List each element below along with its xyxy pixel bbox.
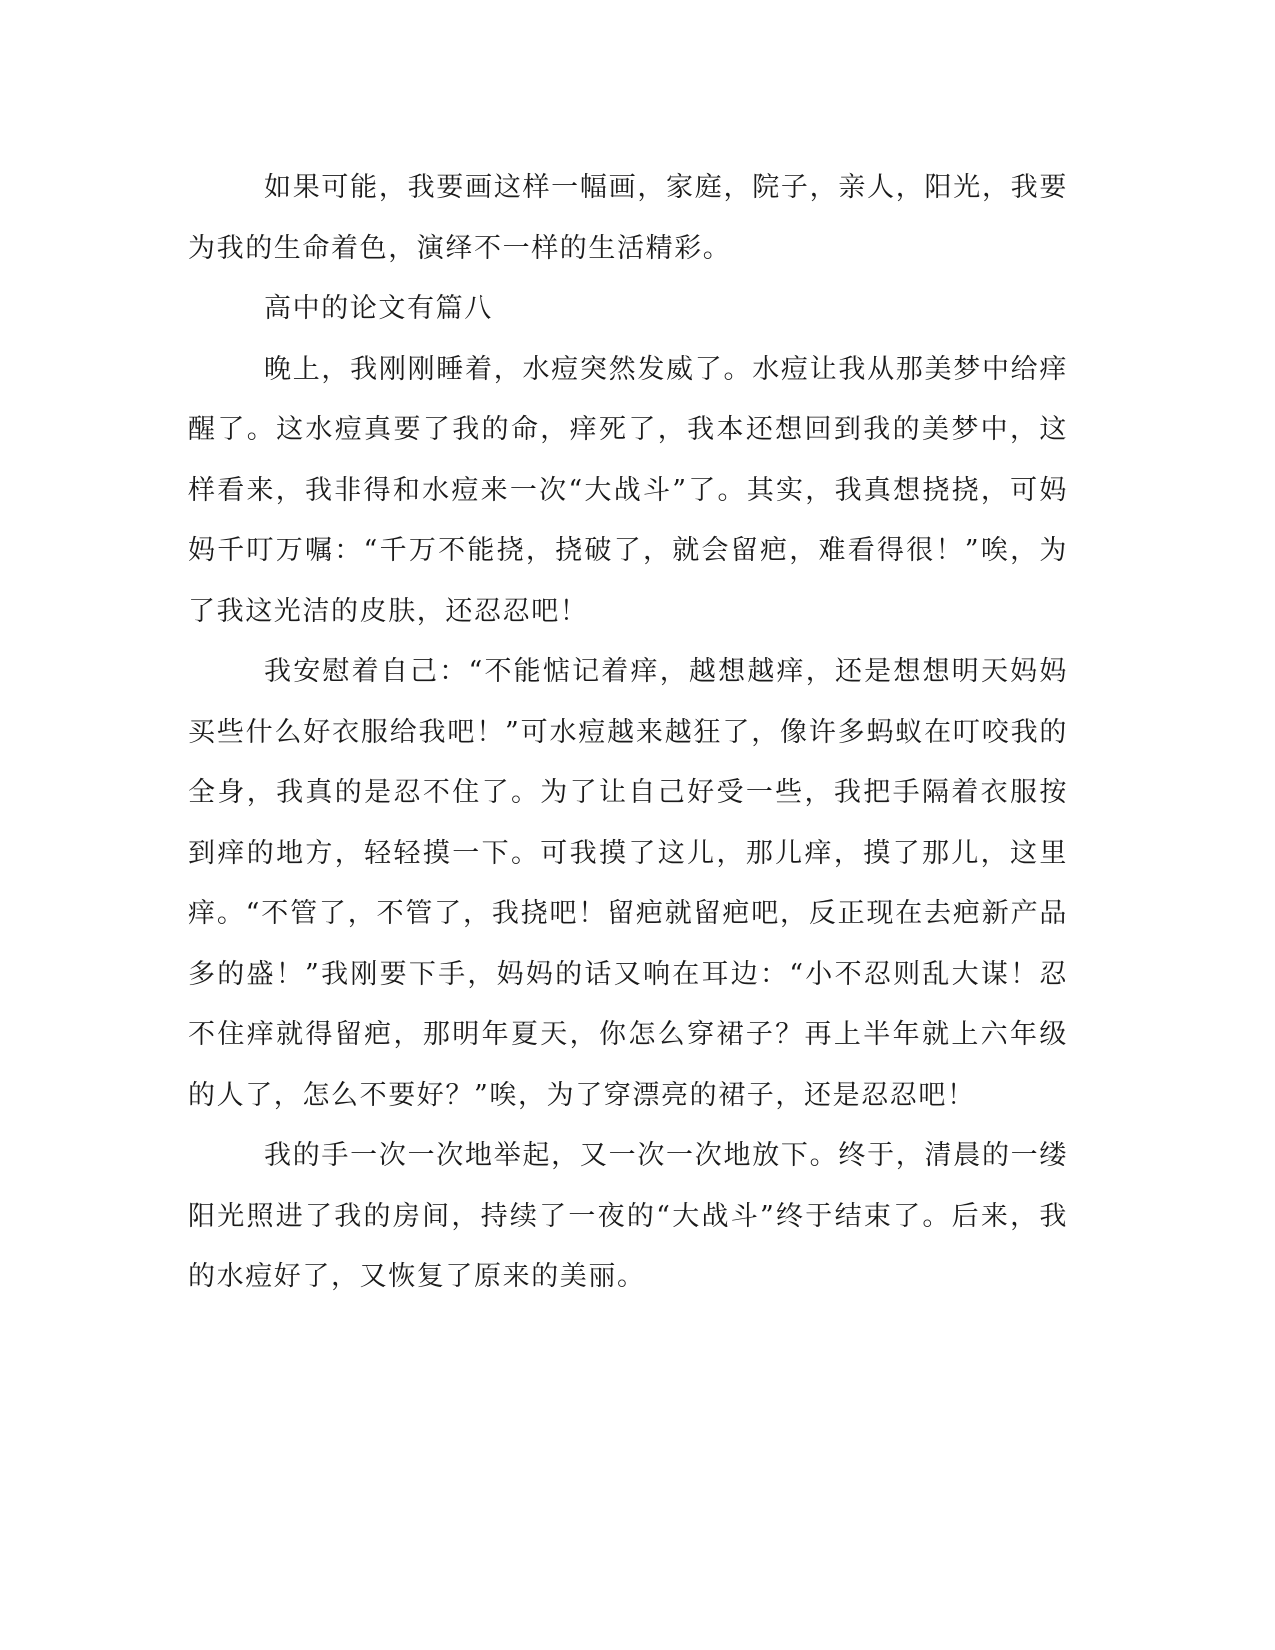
paragraph-night-itch: 晚上，我刚刚睡着，水痘突然发威了。水痘让我从那美梦中给痒醒了。这水痘真要了我的命，痒死了，我本还想回到我的美梦中，这样看来，我非得和水痘来一次“大战斗”了。其实，我真想挠挠，可妈妈千叮万嘱：“千万不能挠，挠破了，就会留疤，难看得很！”唉，为了我这光洁的皮肤，还忍忍吧！ [188,353,1068,627]
section-heading: 高中的论文有篇八 [264,293,493,324]
document-body [188,158,1068,1308]
paragraph-self-comfort: 我安慰着自己：“不能惦记着痒，越想越痒，还是想想明天妈妈买些什么好衣服给我吧！”可水痘越来越狂了，像许多蚂蚁在叮咬我的全身，我真的是忍不住了。为了让自己好受一些，我把手隔着衣服按到痒的地方，轻轻摸一下。可我摸了这儿，那儿痒，摸了那儿，这里痒。“不管了，不管了，我挠吧！留疤就留疤吧，反正现在去疤新产品多的盛！”我刚要下手，妈妈的话又响在耳边：“小不忍则乱大谋！忍不住痒就得留疤，那明年夏天，你怎么穿裙子？再上半年就上六年级的人了，怎么不要好？”唉，为了穿漂亮的裙子，还是忍忍吧！ [188,656,1068,1111]
paragraph-closing-wish: 如果可能，我要画这样一幅画，家庭，院子，亲人，阳光，我要为我的生命着色，演绎不一样的生活精彩。 [188,172,1068,264]
paragraph-morning-end: 我的手一次一次地举起，又一次一次地放下。终于，清晨的一缕阳光照进了我的房间，持续了一夜的“大战斗”终于结束了。后来，我的水痘好了，又恢复了原来的美丽。 [188,1140,1068,1292]
